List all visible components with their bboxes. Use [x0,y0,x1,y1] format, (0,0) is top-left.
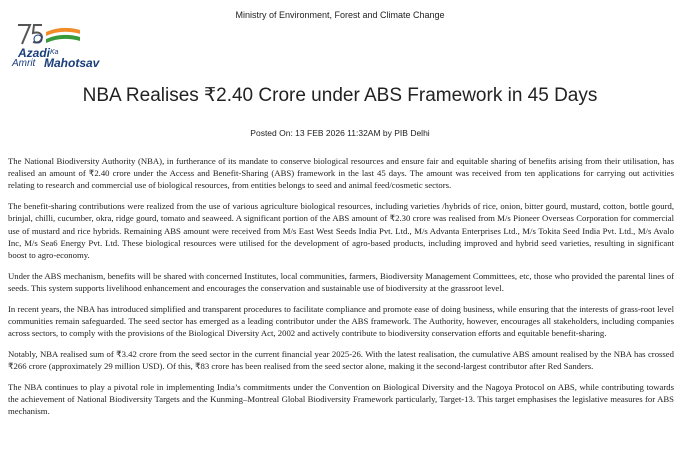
paragraph: Under the ABS mechanism, benefits will be shared with concerned Institutes, local communities, farmers, Biodiversity Management Committees, etc, those who provided the parental lines of seeds. This system supports livelihood enhancement and encourages the conservation and sustainable use of biodiversity at the grassroot level. [8,270,674,293]
paragraph: The NBA continues to play a pivotal role in implementing India’s commitments under the Convention on Biological Diversity and the Nagoya Protocol on ABS, while contributing towards the achievement of National Biodiversity Targets and the Kunming–Montreal Global Biodiversity Framework particularly, Target-13. This target emphasises the legislative measures for ABS mechanism. [8,381,674,416]
ministry-name: Ministry of Environment, Forest and Climate Change [235,10,445,20]
logo-word-amrit: Amrit [12,58,36,69]
logo-word-mahotsav: Mahotsav [44,56,100,70]
paragraph: Notably, NBA realised sum of ₹3.42 crore from the seed sector in the current financial year 2025-26. With the latest realisation, the cumulative ABS amount realised by the NBA has crossed ₹266 crore (approximately 29 million USD). Of this, ₹83 crore has been realised from the seed sector alone, making it the second-largest contributor after Red Sanders. [8,348,674,371]
paragraph: In recent years, the NBA has introduced simplified and transparent procedures to facilitate compliance and promote ease of doing business, while ensuring that the interests of grass-root level communities remain safeguarded. The seed sector has emerged as a leading contributor under the ABS framework. The Authority, however, encourages all stakeholders, including companies across sectors, to comply with the provisions of the Biological Diversity Act, 2002 and actively contribute to biodiversity conservation efforts and equitable benefit-sharing. [8,303,674,338]
logo-word-azadi: Azadi [18,46,51,60]
article-body [8,155,674,426]
posted-on: Posted On: 13 FEB 2026 11:32AM by PIB Delhi [250,128,430,138]
azadi-ka-amrit-mahotsav-logo [10,22,100,74]
paragraph: The National Biodiversity Authority (NBA), in furtherance of its mandate to conserve biological resources and ensure fair and equitable sharing of benefits arising from their utilisation, has realised an amount of ₹2.40 crore under the Access and Benefit-Sharing (ABS) framework in the last 45 days. The amount was received from ten applications for carrying out activities relating to research and commercial use of biological resources, from entities belongs to seed and animal feed/cosmetic sectors. [8,156,674,191]
logo-word-ka: Ka [50,49,59,56]
paragraph: The benefit-sharing contributions were realized from the use of various agriculture biological resources, including varieties /hybrids of rice, onion, bitter gourd, mustard, cotton, bottle gourd, brinjal, chilli, cucumber, okra, ridge gourd, tomato and seaweed. A significant portion of the ABS amount of ₹2.30 crore was realised from M/s Pioneer Overseas Corporation for commercial use of mustard and rice hybrids. Remaining ABS amount were received from M/s East West Seeds India Pvt. Ltd., M/s Advanta Enterprises Ltd., M/s Tokita Seed India Pvt. Ltd., M/s Avalo Inc, M/s Sea6 Energy Pvt. Ltd. These biological resources were utilised for the development of agro-based products, including improved and hybrid seed varieties, resulting in significant boost to agro-economy. [8,201,674,260]
page-title: NBA Realises ₹2.40 Crore under ABS Framework in 45 Days [82,85,598,106]
